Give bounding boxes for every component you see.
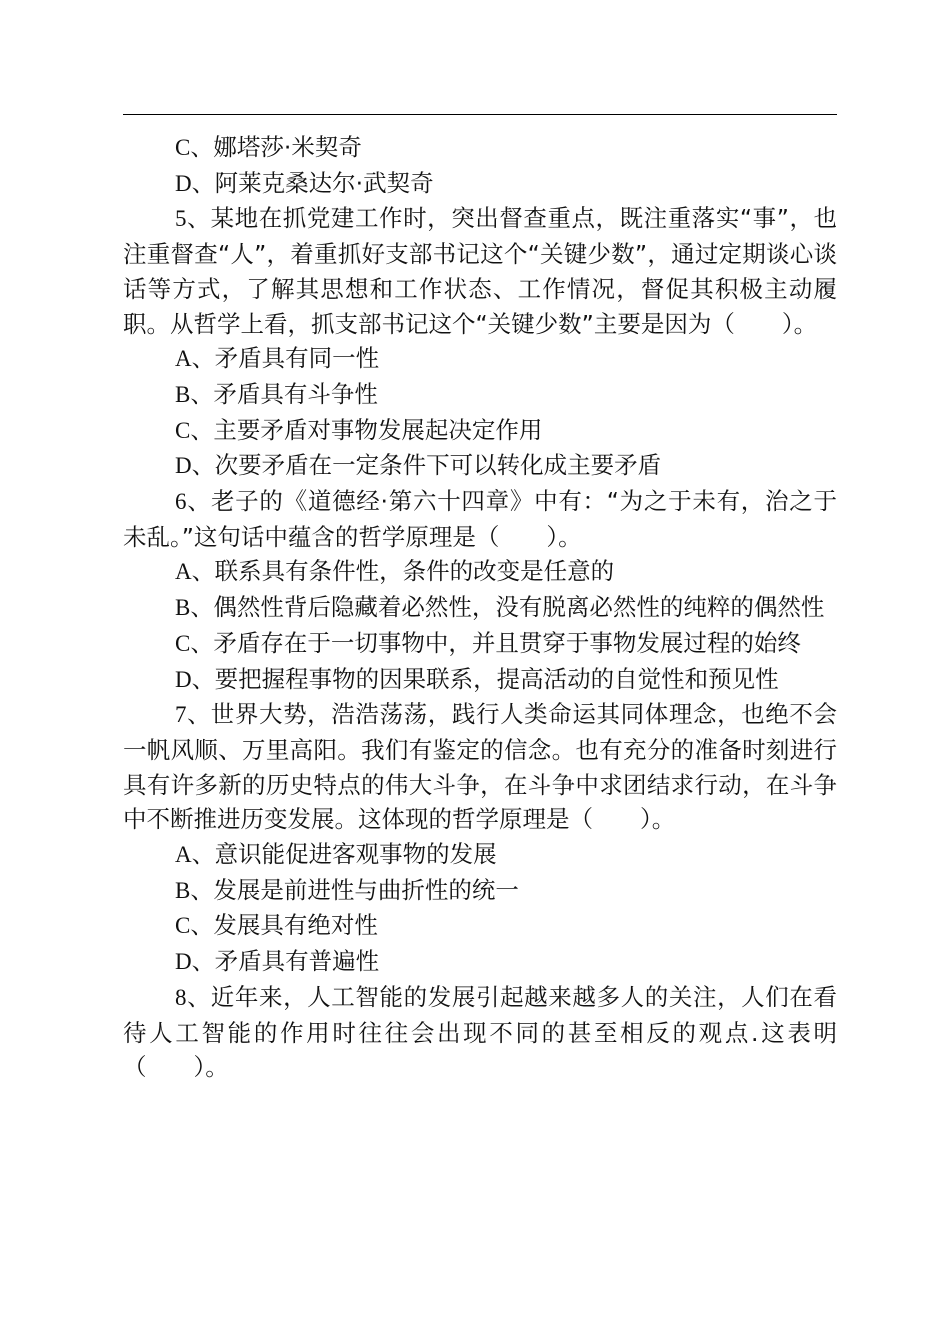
option-c-q7: C、发展具有绝对性 [175, 911, 378, 940]
header-rule [123, 114, 837, 115]
question-8: 8、近年来，人工智能的发展引起越来越多人的关注，人们在看待人工智能的作用时往往会出现不同的甚至相反的观点.这表明（ ）。 [123, 982, 838, 1082]
option-c-q4: C、娜塔莎·米契奇 [175, 133, 362, 161]
option-d-q7: D、矛盾具有普遍性 [175, 947, 380, 976]
option-b-q6: B、偶然性背后隐藏着必然性，没有脱离必然性的纯粹的偶然性 [175, 593, 825, 622]
option-a-q6: A、联系具有条件性，条件的改变是任意的 [175, 557, 615, 586]
option-c-q5: C、主要矛盾对事物发展起决定作用 [175, 415, 543, 444]
question-5: 5、某地在抓党建工作时，突出督查重点，既注重落实“事”，也注重督查“人”，着重抓好支部书记这个“关键少数”，通过定期谈心谈话等方式，了解其思想和工作状态、工作情况，督促其积极主动履职。从哲学上看，抓支部书记这个“关键少数”主要是因为（ ）。 [123, 204, 837, 338]
option-d-q5: D、次要矛盾在一定条件下可以转化成主要矛盾 [175, 451, 662, 480]
question-6: 6、老子的《道德经·第六十四章》中有：“为之于未有，治之于未乱。”这句话中蕴含的哲学原理是（ ）。 [123, 487, 837, 551]
question-7: 7、世界大势，浩浩荡荡，践行人类命运其同体理念，也绝不会一帆风顺、万里高阳。我们有鉴定的信念。也有充分的准备时刻进行具有许多新的历史特点的伟大斗争，在斗争中求团结求行动，在斗争中不断推进历变发展。这体现的哲学原理是（ ）。 [123, 700, 838, 834]
document-body [123, 130, 837, 1085]
option-b-q7: B、发展是前进性与曲折性的统一 [175, 875, 519, 904]
option-c-q6: C、矛盾存在于一切事物中，并且贯穿于事物发展过程的始终 [175, 628, 801, 657]
option-b-q5: B、矛盾具有斗争性 [175, 379, 378, 408]
option-a-q5: A、矛盾具有同一性 [175, 344, 380, 373]
option-d-q6: D、要把握程事物的因果联系，提高活动的自觉性和预见性 [175, 664, 779, 693]
option-d-q4: D、阿莱克桑达尔·武契奇 [175, 168, 434, 197]
option-a-q7: A、意识能促进客观事物的发展 [175, 840, 497, 869]
